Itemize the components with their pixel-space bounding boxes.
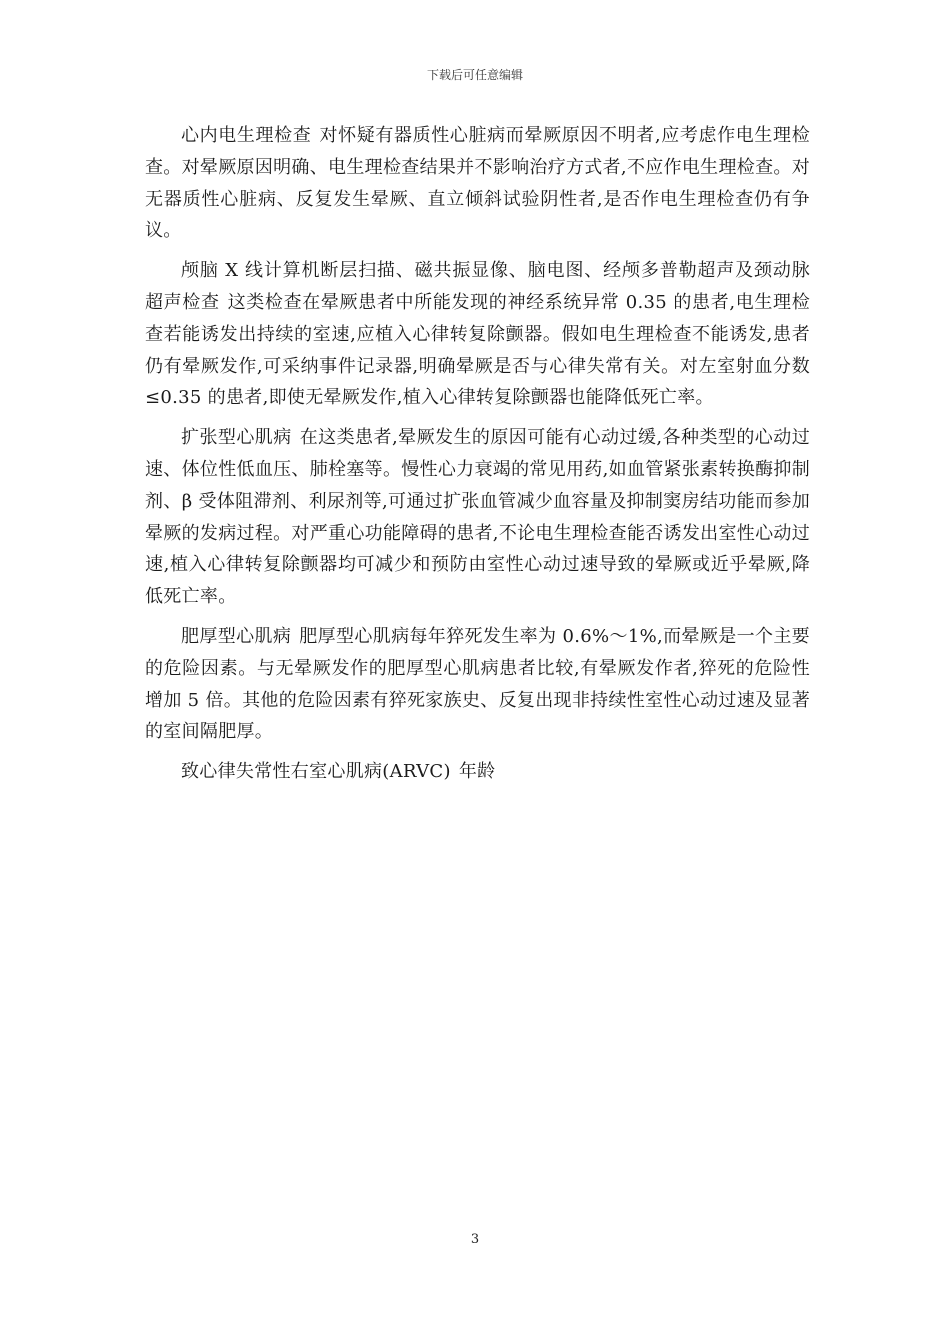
document-body xyxy=(145,120,810,796)
paragraph-heading: 肥厚型心肌病 xyxy=(181,625,292,647)
paragraph-arvc xyxy=(145,756,810,788)
paragraph-text: 肥厚型心肌病每年猝死发生率为 0.6%～1%,而晕厥是一个主要的危险因素。与无晕厥发作的肥厚型心肌病患者比较,有晕厥发作者,猝死的危险性增加 5 倍。其他的危险因素有猝死家族史、反复出现非持续性室性心动过速及显著的室间隔肥厚。 xyxy=(145,625,810,743)
paragraph-hypertrophic-cardiomyopathy xyxy=(145,621,810,748)
paragraph-electrophysiology xyxy=(145,120,810,247)
paragraph-heading: 心内电生理检查 xyxy=(181,125,312,146)
paragraph-text: 这类检查在晕厥患者中所能发现的神经系统异常 0.35 的患者,电生理检查若能诱发出持续的室速,应植入心律转复除颤器。假如电生理检查不能诱发,患者仍有晕厥发作,可采纳事件记录器,明确晕厥是否与心律失常有关。对左室射血分数≤0.35 的患者,即使无晕厥发作,植入心律转复除颤器也能降低死亡率。 xyxy=(145,291,810,409)
paragraph-heading: 致心律失常性右室心肌病(ARVC) xyxy=(181,761,451,783)
paragraph-text: 年龄 xyxy=(458,761,496,783)
paragraph-dilated-cardiomyopathy xyxy=(145,422,810,613)
paragraph-neuro-imaging xyxy=(145,255,810,414)
paragraph-text: 对怀疑有器质性心脏病而晕厥原因不明者,应考虑作电生理检查。对晕厥原因明确、电生理检查结果并不影响治疗方式者,不应作电生理检查。对无器质性心脏病、反复发生晕厥、直立倾斜试验阴性者,是否作电生理检查仍有争议。 xyxy=(145,125,810,242)
paragraph-heading: 颅脑 X 线计算机断层扫描、磁共振显像、脑电图、经颅多普勒超声及颈动脉超声检查 xyxy=(145,260,810,313)
paragraph-heading: 扩张型心肌病 xyxy=(181,427,292,449)
page-number: 3 xyxy=(470,1232,480,1247)
paragraph-text: 在这类患者,晕厥发生的原因可能有心动过缓,各种类型的心动过速、体位性低血压、肺栓塞等。慢性心力衰竭的常见用药,如血管紧张素转换酶抑制剂、β 受体阻滞剂、利尿剂等,可通过扩张血管减少血容量及抑制窦房结功能而参加晕厥的发病过程。对严重心功能障碍的患者,不论电生理检查能否诱发出室性心动过速,植入心律转复除颤器均可减少和预防由室性心动过速导致的晕厥或近乎晕厥,降低死亡率。 xyxy=(145,427,810,608)
page-header-note: 下载后可任意编辑 xyxy=(426,68,523,82)
